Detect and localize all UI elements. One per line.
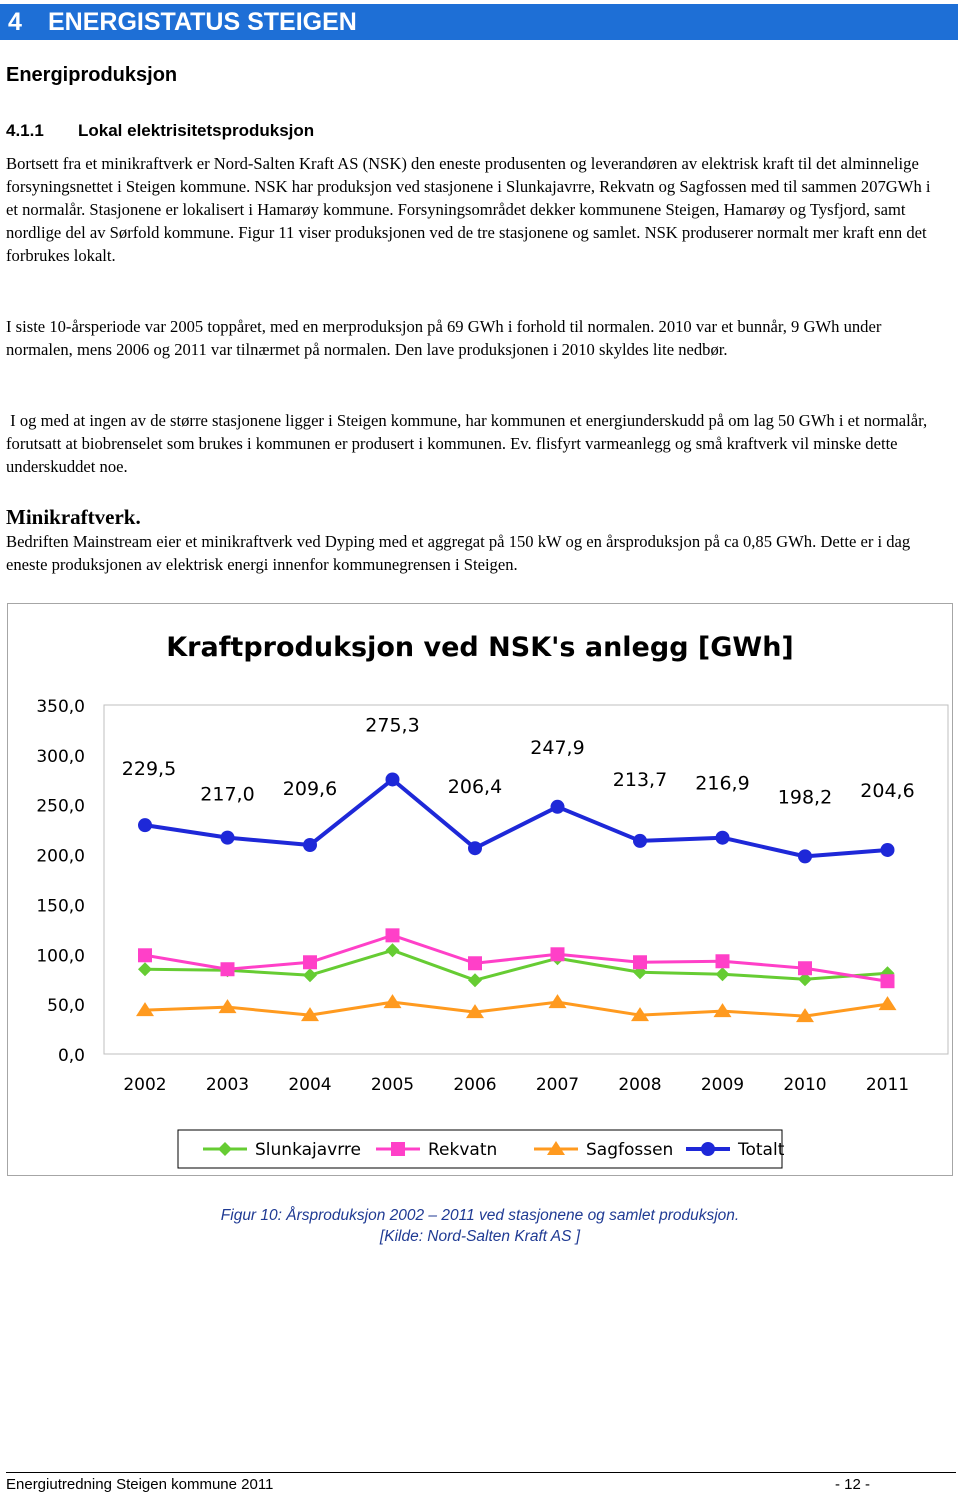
data-point-rekvatn	[386, 928, 400, 942]
data-label-totalt: 206,4	[447, 776, 503, 799]
data-point-totalt	[798, 849, 812, 863]
data-point-totalt	[386, 772, 400, 786]
data-point-rekvatn	[221, 962, 235, 976]
data-point-rekvatn	[881, 974, 895, 988]
legend-marker-rekvatn	[391, 1142, 405, 1156]
paragraph-1: Bortsett fra et minikraftverk er Nord-Salten Kraft AS (NSK) den eneste produsenten og leverandøren av elektrisk kraft til det alminnelige forsyningsnettet i Steigen kommune. NSK har produksjon ved stasjonene i Slunkajavrre, Rekvatn og Sagfossen med til sammen 207GWh i et normalår. Stasjonene er lokalisert i Hamarøy kommune. Forsyningsområdet dekker kommunene Steigen, Hamarøy og Tysfjord, samt nordlige del av Sørfold kommune. Figur 11 viser produksjonen ved de tre stasjonene og samlet. NSK produserer normalt mer kraft enn det forbrukes lokalt.	[6, 154, 931, 265]
data-point-totalt	[633, 834, 647, 848]
plot-area	[104, 705, 948, 1054]
figure-source: [Kilde: Nord-Salten Kraft AS ]	[379, 1228, 581, 1245]
chart-title: Kraftproduksjon ved NSK's anlegg [GWh]	[166, 632, 794, 663]
chapter-title: ENERGISTATUS STEIGEN	[48, 7, 357, 36]
data-point-slunkajavrre	[468, 973, 482, 987]
y-tick-label: 200,0	[36, 846, 85, 867]
paragraph-2: I siste 10-årsperiode var 2005 toppåret, med en merproduksjon på 69 GWh i forhold til normalen. 2010 var et bunnår, 9 GWh under normalen, mens 2006 og 2011 var tilnærmet på normalen. Den lave produksjonen i 2010 skyldes lite nedbør.	[6, 317, 882, 359]
series-line-totalt	[145, 779, 888, 856]
data-label-totalt: 217,0	[200, 783, 255, 806]
data-point-sagfossen	[384, 994, 402, 1008]
legend-label-totalt: Totalt	[738, 1140, 785, 1160]
series-line-sagfossen	[145, 1002, 888, 1016]
data-label-totalt: 247,9	[530, 736, 585, 759]
y-tick-label: 0,0	[57, 1046, 85, 1066]
legend-label-rekvatn: Rekvatn	[428, 1140, 498, 1160]
footer-divider	[6, 1472, 956, 1473]
data-label-totalt: 275,3	[365, 714, 420, 737]
section-title: Energiproduksjon	[6, 64, 178, 86]
data-point-rekvatn	[633, 955, 647, 969]
y-tick-label: 150,0	[36, 896, 85, 917]
data-point-totalt	[468, 841, 482, 855]
data-label-totalt: 204,6	[860, 779, 915, 802]
series-line-rekvatn	[145, 935, 888, 981]
chart-canvas	[8, 604, 952, 1175]
legend-marker-totalt	[701, 1142, 715, 1156]
minikraftverk-heading: Minikraftverk.	[6, 505, 141, 529]
data-point-rekvatn	[138, 948, 152, 962]
footer-title: Energiutredning Steigen kommune 2011	[6, 1476, 274, 1493]
data-label-totalt: 216,9	[695, 772, 750, 795]
figure-caption: Figur 10: Årsproduksjon 2002 – 2011 ved stasjonene og samlet produksjon.	[220, 1207, 740, 1224]
minikraftverk-text: Bedriften Mainstream eier et minikraftverk ved Dyping med et aggregat på 150 kW og en årsproduksjon på ca 0,85 GWh. Dette er i dag eneste produksjonen av elektrisk energi innenfor kommunegrensen i Steigen.	[6, 532, 911, 574]
x-tick-label: 2004	[288, 1075, 332, 1095]
page-number: - 12 -	[835, 1476, 871, 1493]
data-point-rekvatn	[468, 956, 482, 970]
y-tick-label: 350,0	[36, 697, 85, 717]
data-point-totalt	[221, 831, 235, 845]
x-tick-label: 2003	[205, 1075, 250, 1095]
data-point-rekvatn	[551, 947, 565, 961]
data-point-rekvatn	[303, 955, 317, 969]
data-point-slunkajavrre	[303, 968, 317, 982]
data-point-totalt	[303, 838, 317, 852]
legend-label-slunkajavrre: Slunkajavrre	[255, 1140, 361, 1160]
data-label-totalt: 229,5	[121, 758, 177, 781]
x-tick-label: 2002	[123, 1075, 167, 1095]
subsection-title: Lokal elektrisitetsproduksjon	[78, 121, 315, 140]
x-tick-label: 2007	[535, 1075, 580, 1095]
data-label-totalt: 198,2	[777, 786, 833, 809]
y-tick-label: 250,0	[36, 796, 85, 817]
subsection-heading	[6, 121, 314, 141]
chapter-number: 4	[8, 7, 22, 36]
data-point-totalt	[138, 818, 152, 832]
y-tick-label: 50,0	[47, 996, 85, 1017]
data-label-totalt: 209,6	[282, 777, 338, 800]
x-tick-label: 2005	[370, 1075, 415, 1095]
x-tick-label: 2009	[700, 1075, 745, 1095]
subsection-number: 4.1.1	[6, 121, 44, 140]
legend-label-sagfossen: Sagfossen	[586, 1140, 674, 1160]
y-tick-label: 300,0	[36, 746, 85, 767]
chapter-header	[0, 4, 958, 40]
data-point-slunkajavrre	[386, 943, 400, 957]
data-point-slunkajavrre	[138, 962, 152, 976]
data-point-rekvatn	[716, 954, 730, 968]
x-tick-label: 2008	[618, 1075, 662, 1095]
x-tick-label: 2011	[865, 1075, 910, 1095]
paragraph-3: I og med at ingen av de større stasjonene ligger i Steigen kommune, har kommunen et energiunderskudd på om lag 50 GWh i et normalår, forutsatt at biobrenselet som brukes i kommunen er produsert i kommunen. Ev. flisfyrt varmeanlegg og små kraftverk vil minske dette underskuddet noe.	[6, 411, 932, 476]
data-label-totalt: 213,7	[612, 768, 668, 791]
data-point-sagfossen	[549, 994, 567, 1008]
data-point-slunkajavrre	[716, 967, 730, 981]
data-point-totalt	[881, 843, 895, 857]
x-tick-label: 2010	[783, 1075, 827, 1095]
data-point-totalt	[551, 800, 565, 814]
data-point-sagfossen	[879, 996, 897, 1010]
production-chart	[7, 603, 953, 1176]
y-tick-label: 100,0	[36, 946, 85, 967]
x-tick-label: 2006	[453, 1075, 497, 1095]
data-point-totalt	[716, 831, 730, 845]
data-point-rekvatn	[798, 961, 812, 975]
